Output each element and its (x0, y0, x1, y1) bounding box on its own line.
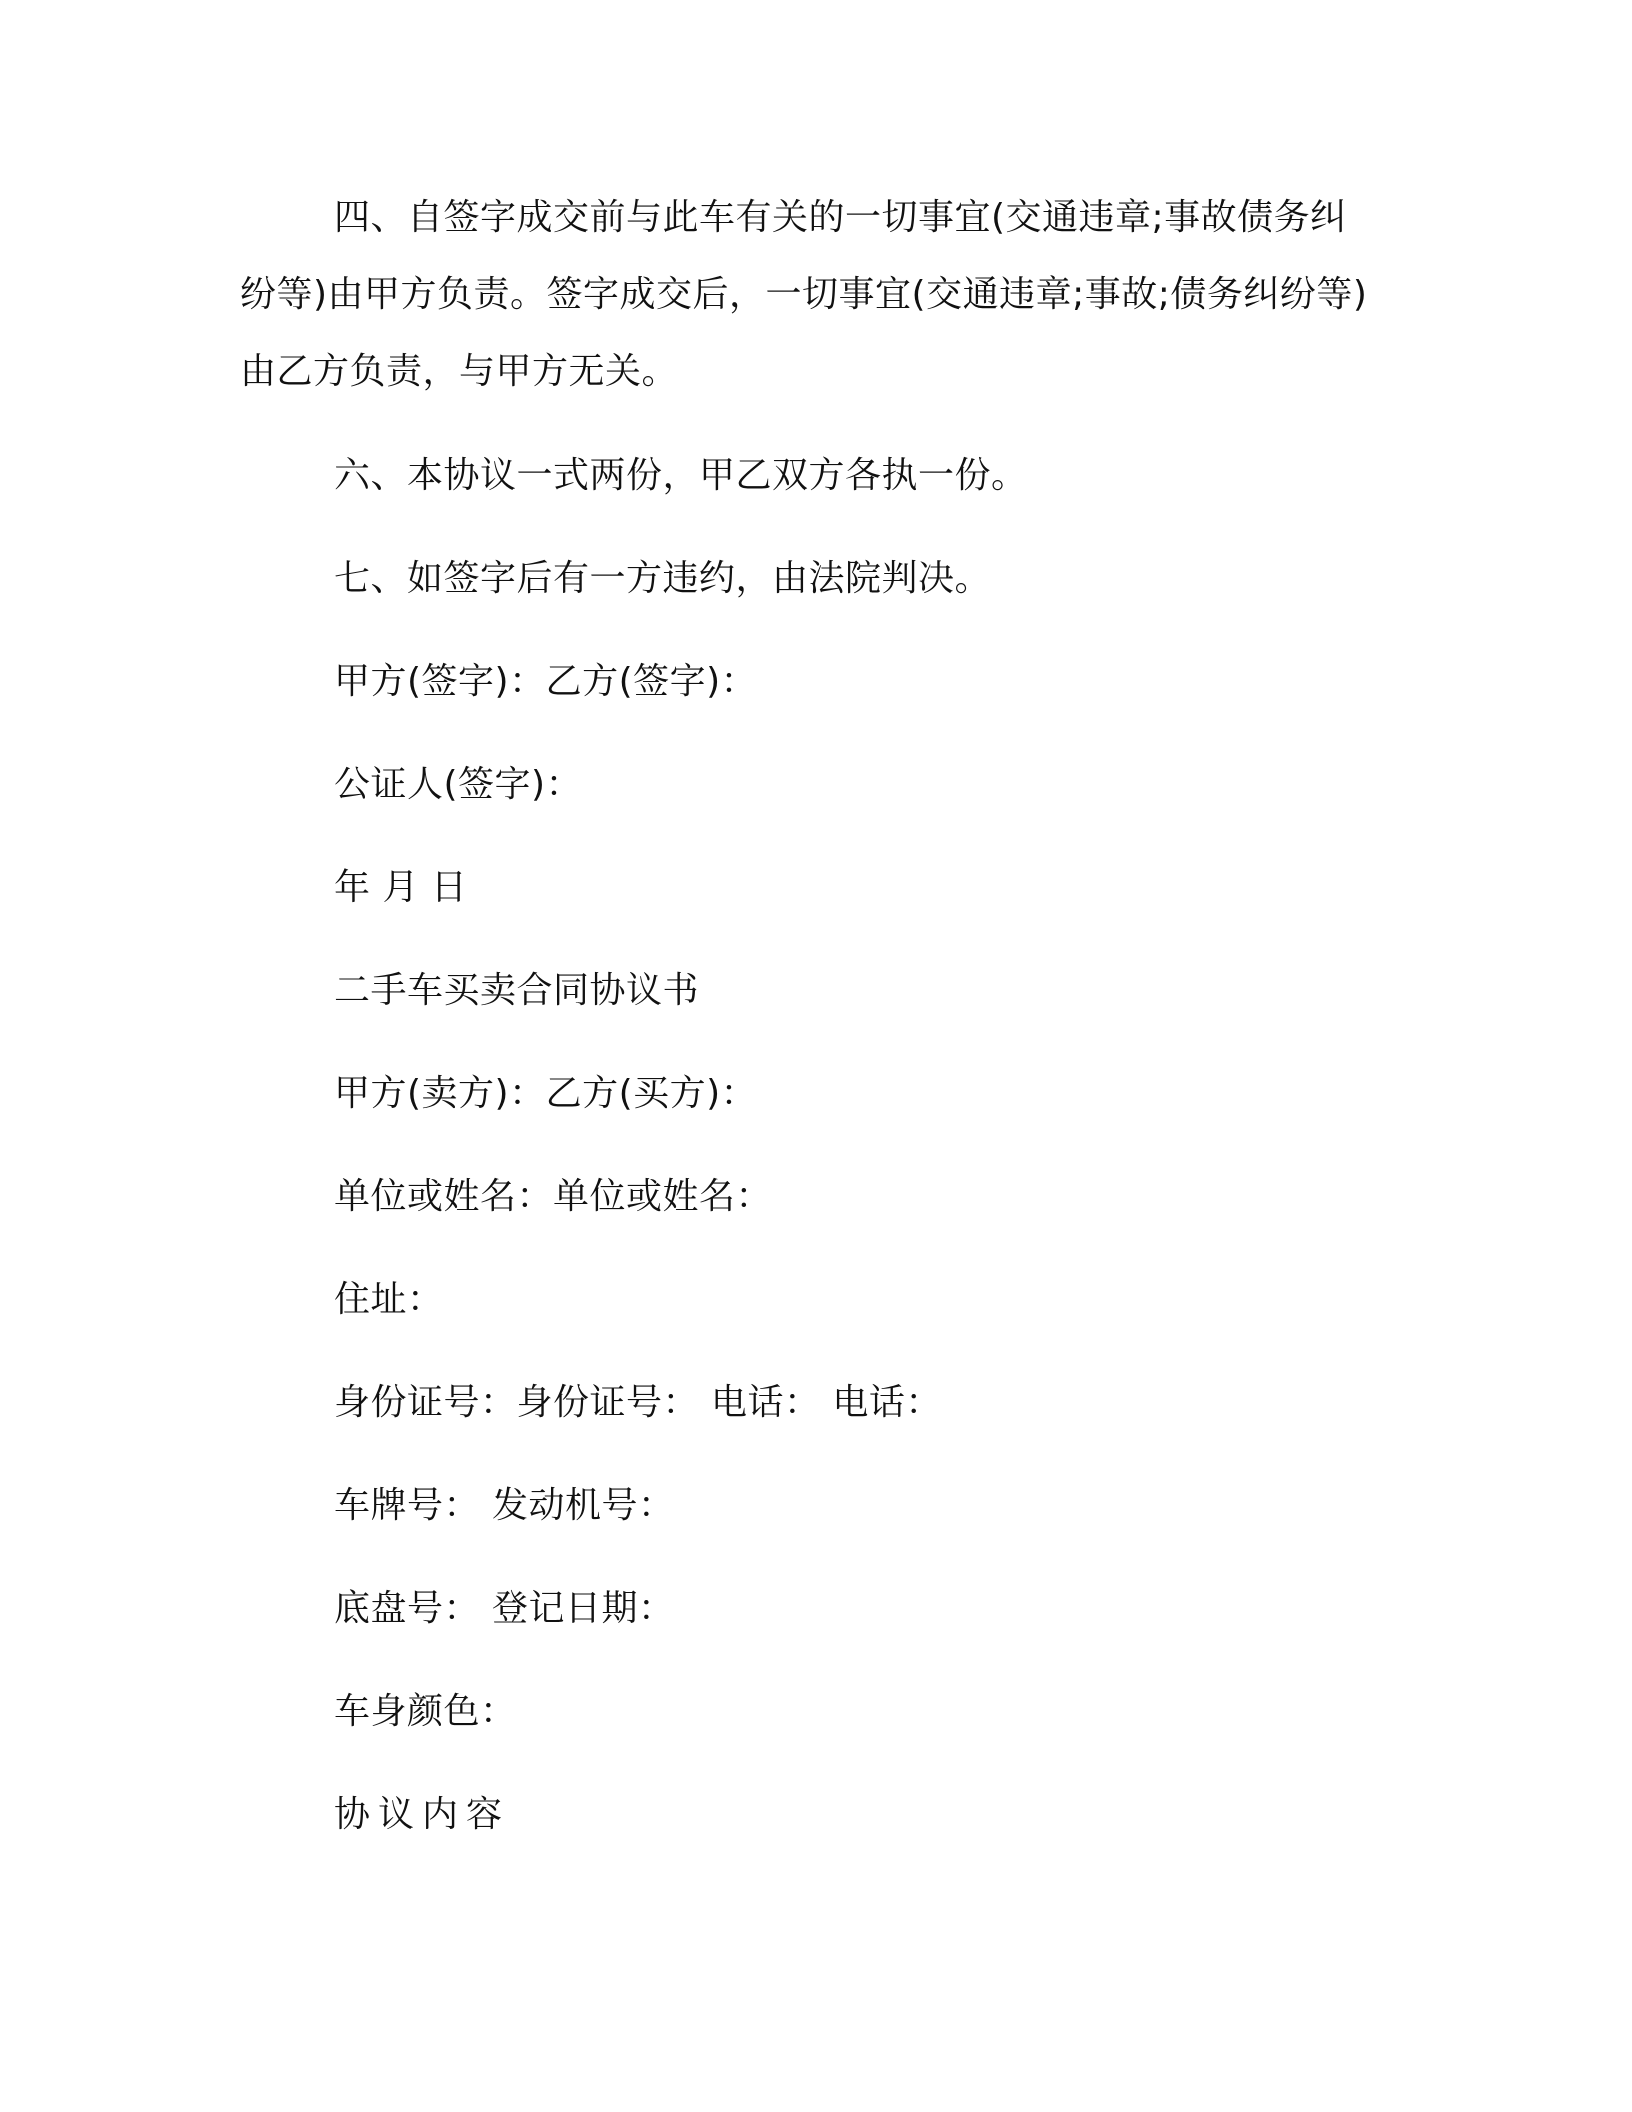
address-line: 住址： (334, 1279, 444, 1320)
contract-title: 二手车买卖合同协议书 (334, 970, 700, 1011)
body-color-line: 车身颜色： (334, 1691, 517, 1732)
id-phone-line: 身份证号：身份证号： 电话： 电话： (334, 1382, 942, 1423)
clause-6: 六、本协议一式两份，甲乙双方各执一份。 (334, 455, 1028, 496)
clause-4-line-1: 四、自签字成交前与此车有关的一切事宜(交通违章;事故债务纠 (334, 197, 1347, 238)
clause-7: 七、如签字后有一方违约，由法院判决。 (334, 558, 992, 599)
signature-parties-line: 甲方(签字)：乙方(签字)： (334, 661, 758, 702)
plate-engine-line: 车牌号： 发动机号： (334, 1485, 675, 1526)
chassis-registration-line: 底盘号： 登记日期： (334, 1588, 675, 1629)
notary-signature-line: 公证人(签字)： (334, 764, 583, 805)
date-line: 年 月 日 (334, 867, 468, 908)
clause-4-line-3: 由乙方负责，与甲方无关。 (240, 351, 679, 392)
parties-line: 甲方(卖方)：乙方(买方)： (334, 1073, 758, 1114)
clause-4-line-2: 纷等)由甲方负责。签字成交后，一切事宜(交通违章;事故;债务纠纷等) (240, 274, 1368, 315)
agreement-content-heading: 协议内容 (334, 1794, 511, 1835)
names-line: 单位或姓名：单位或姓名： (334, 1176, 773, 1217)
